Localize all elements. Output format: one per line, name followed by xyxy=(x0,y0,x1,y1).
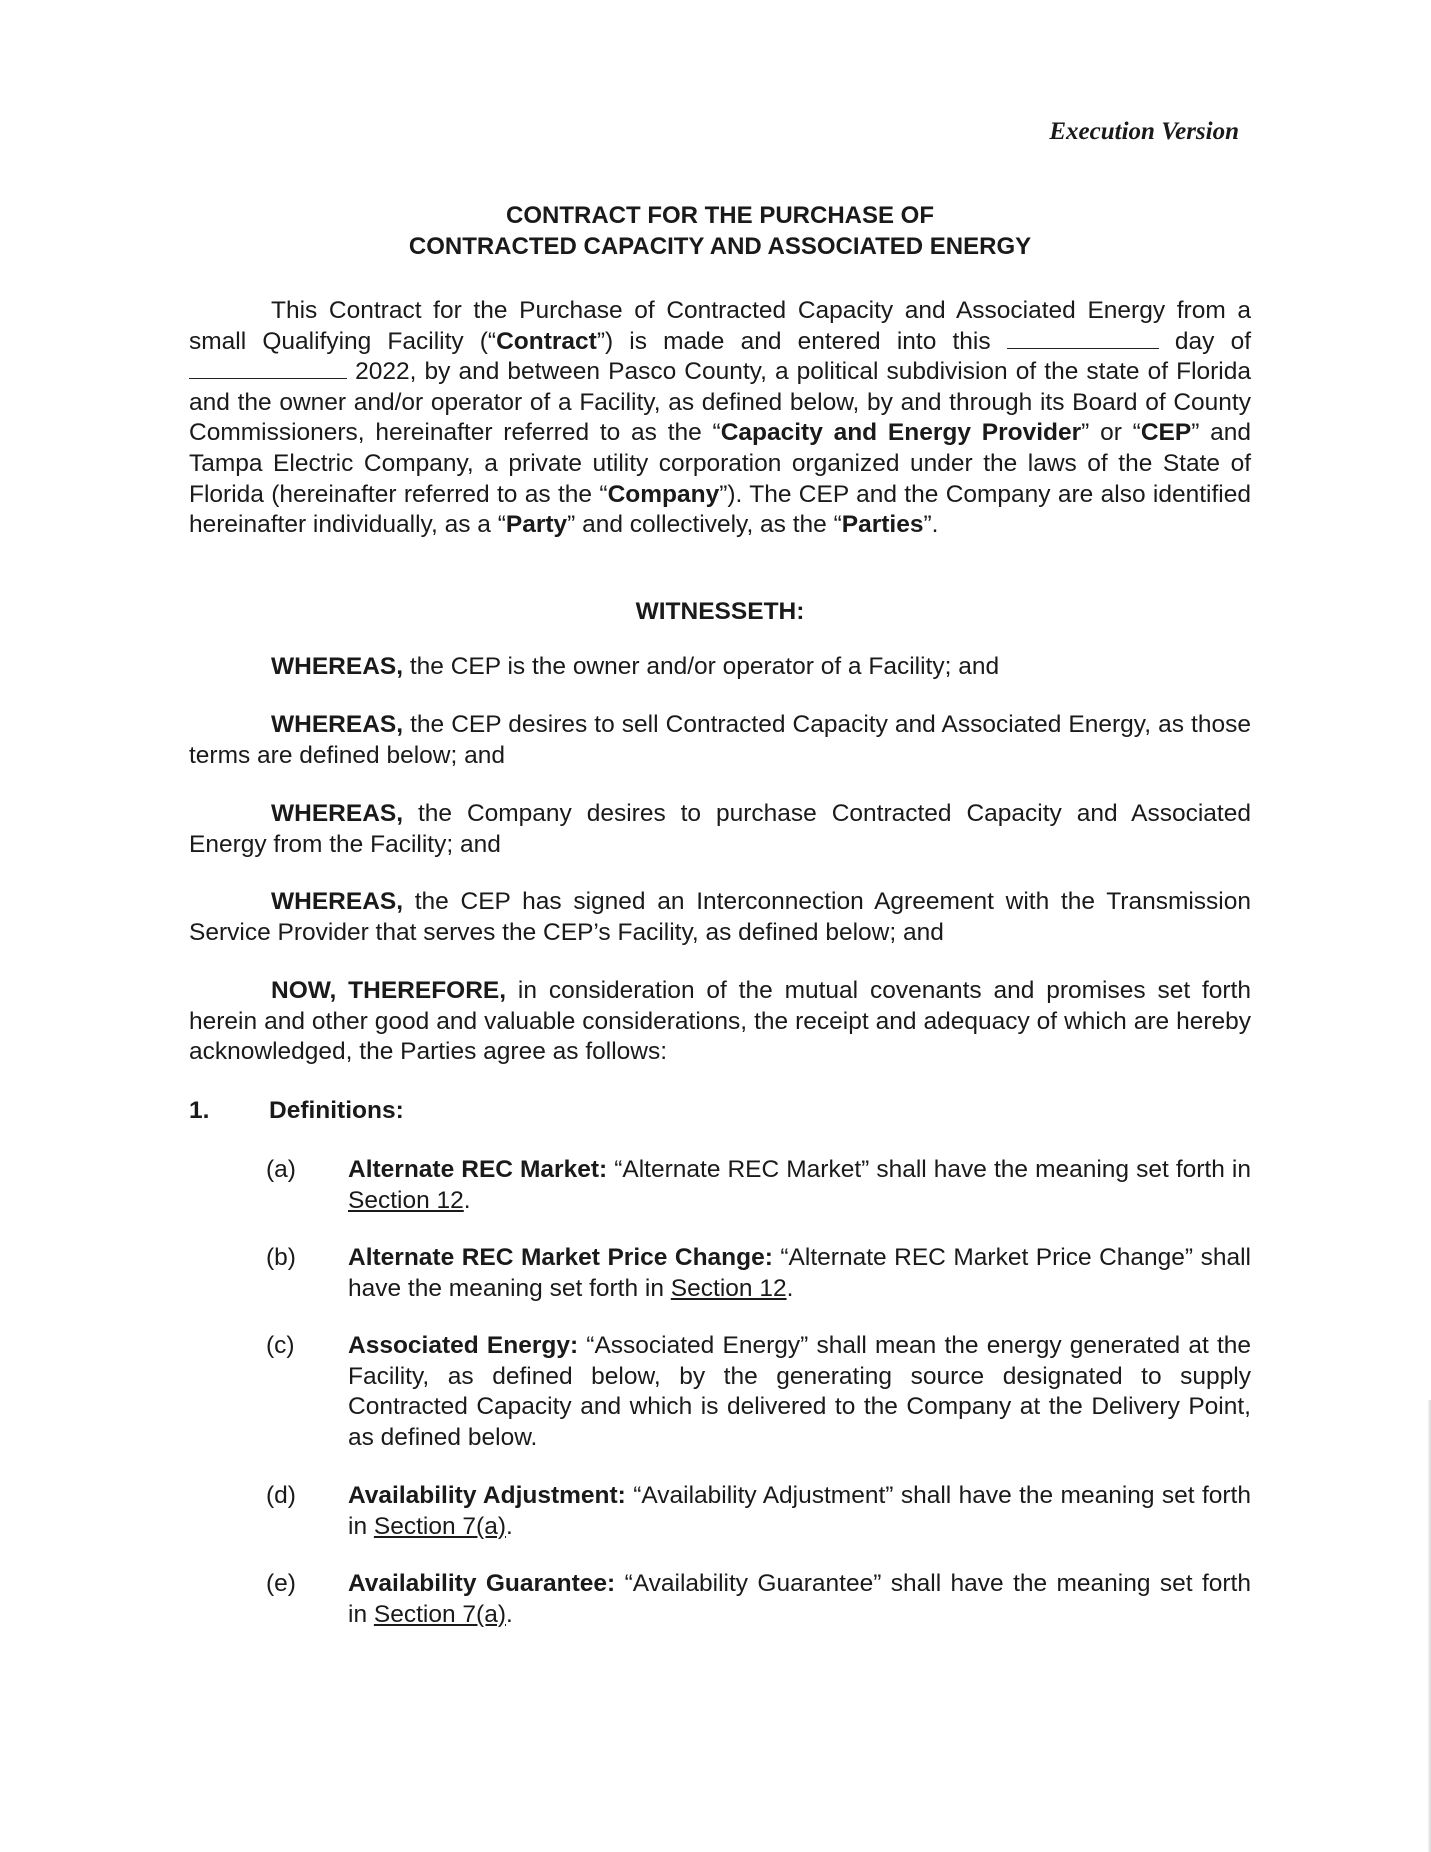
recital-lead: WHEREAS, xyxy=(271,653,404,680)
definition-text: “Availability Adjustment” shall have the meaning set forth in xyxy=(348,1482,1251,1540)
definition-term: Alternate REC Market Price Change: xyxy=(348,1244,773,1271)
intro-text: 2022, by and between Pasco County, a political subdivision of the state of Florida and the owner and/or operator of a Facility, as defined below, by and through its Board of County Commissioners, hereinafter referred to as the “ xyxy=(189,358,1252,447)
definition-end: . xyxy=(463,1186,471,1214)
defined-term-company: Company xyxy=(607,480,720,508)
version-label: Execution Version xyxy=(1049,118,1239,145)
defined-term-parties: Parties xyxy=(841,511,924,539)
recital-now-therefore xyxy=(189,976,1251,1068)
definition-letter: (a) xyxy=(266,1156,296,1183)
recital-4 xyxy=(189,887,1251,948)
contract-title xyxy=(189,200,1251,262)
defined-term-contract: Contract xyxy=(496,327,597,355)
definition-letter: (e) xyxy=(266,1570,296,1597)
blank-month-line xyxy=(189,358,347,379)
definition-end: . xyxy=(506,1512,513,1540)
title-line-1: CONTRACT FOR THE PURCHASE OF xyxy=(506,202,934,229)
definition-letter: (d) xyxy=(266,1482,296,1509)
section-reference: Section 7(a) xyxy=(373,1512,506,1540)
defined-term-party: Party xyxy=(505,511,568,539)
definition-term: Availability Adjustment: xyxy=(348,1482,626,1509)
recital-lead: NOW, THEREFORE, xyxy=(271,977,507,1004)
title-line-2: CONTRACTED CAPACITY AND ASSOCIATED ENERGY xyxy=(408,233,1032,260)
definition-text: “Alternate REC Market Price Change” shall have the meaning set forth in xyxy=(348,1244,1251,1302)
recital-text: in consideration of the mutual covenants and promises set forth herein and other good and valuable considerations, the receipt and adequacy of which are hereby acknowledged, the Parties agree as follows: xyxy=(189,977,1251,1066)
recital-lead: WHEREAS, xyxy=(271,711,404,738)
section-reference: Section 7(a) xyxy=(373,1600,506,1628)
recital-text: the CEP is the owner and/or operator of a Facility; and xyxy=(403,653,1000,680)
section-colon: : xyxy=(395,1097,404,1124)
intro-text: ” or “ xyxy=(1081,419,1141,447)
definition-c xyxy=(266,1331,1251,1453)
recital-lead: WHEREAS, xyxy=(271,800,404,827)
section-number: 1. xyxy=(189,1097,210,1124)
definition-term: Alternate REC Market: xyxy=(348,1156,608,1183)
witnesseth-heading: WITNESSETH: xyxy=(635,598,805,625)
recital-text: the CEP has signed an Interconnection Agreement with the Transmission Service Provider that serves the CEP’s Facility, as defined below; and xyxy=(189,888,1251,946)
defined-term-cep: CEP xyxy=(1140,419,1192,447)
recital-lead: WHEREAS, xyxy=(271,888,404,915)
definition-d xyxy=(266,1481,1251,1542)
intro-text: ” and collectively, as the “ xyxy=(567,511,842,539)
definition-term: Availability Guarantee: xyxy=(348,1570,616,1597)
section-label xyxy=(269,1096,404,1127)
recital-text: the Company desires to purchase Contracted Capacity and Associated Energy from the Facility; and xyxy=(189,800,1251,858)
section-title: Definitions xyxy=(269,1097,396,1124)
intro-text: ”) is made and entered into this xyxy=(596,327,991,355)
definition-end: . xyxy=(786,1274,794,1302)
intro-text: day of xyxy=(1174,327,1252,355)
intro-text: ”). The CEP and the Company are also identified hereinafter individually, as a “ xyxy=(189,480,1252,539)
intro-text: This Contract for the Purchase of Contracted Capacity and Associated Energy from a small Qualifying Facility (“ xyxy=(189,297,1251,355)
definition-e xyxy=(266,1569,1251,1630)
definition-end: . xyxy=(506,1600,513,1628)
intro-text: ”. xyxy=(923,511,939,539)
definition-letter: (b) xyxy=(266,1244,296,1271)
definition-b xyxy=(266,1243,1251,1304)
recital-3 xyxy=(189,799,1251,860)
intro-paragraph xyxy=(189,296,1251,541)
section-reference: Section 12 xyxy=(670,1274,787,1302)
definition-a xyxy=(266,1155,1251,1216)
blank-day-line xyxy=(1007,328,1159,349)
defined-term-cep-full: Capacity and Energy Provider xyxy=(720,419,1082,447)
recital-1 xyxy=(189,652,1251,683)
intro-text: ” and Tampa Electric Company, a private utility corporation organized under the laws of the State of Florida (hereinafter referred to as the “ xyxy=(189,419,1252,508)
section-reference: Section 12 xyxy=(348,1186,464,1214)
definition-text: “Associated Energy” shall mean the energy generated at the Facility, as defined below, by the generating source designated to supply Contracted Capacity and which is delivered to the Company at the Delivery Point, as defined below. xyxy=(348,1332,1252,1451)
recital-2 xyxy=(189,710,1251,771)
definition-text: “Availability Guarantee” shall have the meaning set forth in xyxy=(348,1570,1251,1628)
definition-text: “Alternate REC Market” shall have the meaning set forth in xyxy=(607,1156,1251,1183)
definition-term: Associated Energy: xyxy=(348,1332,579,1359)
definition-letter: (c) xyxy=(266,1332,295,1359)
recital-text: the CEP desires to sell Contracted Capacity and Associated Energy, as those terms are defined below; and xyxy=(189,711,1251,769)
